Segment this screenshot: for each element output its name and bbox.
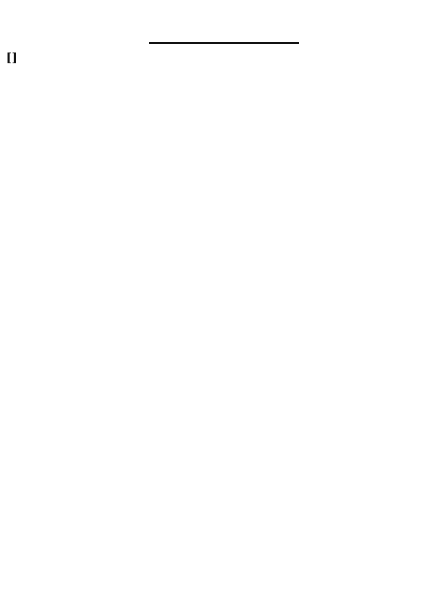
continuation-lead-in: [] (6, 51, 18, 65)
previous-article-tail (6, 2, 441, 14)
headline-container (6, 16, 441, 48)
headline (149, 16, 299, 44)
article-body (6, 51, 441, 581)
